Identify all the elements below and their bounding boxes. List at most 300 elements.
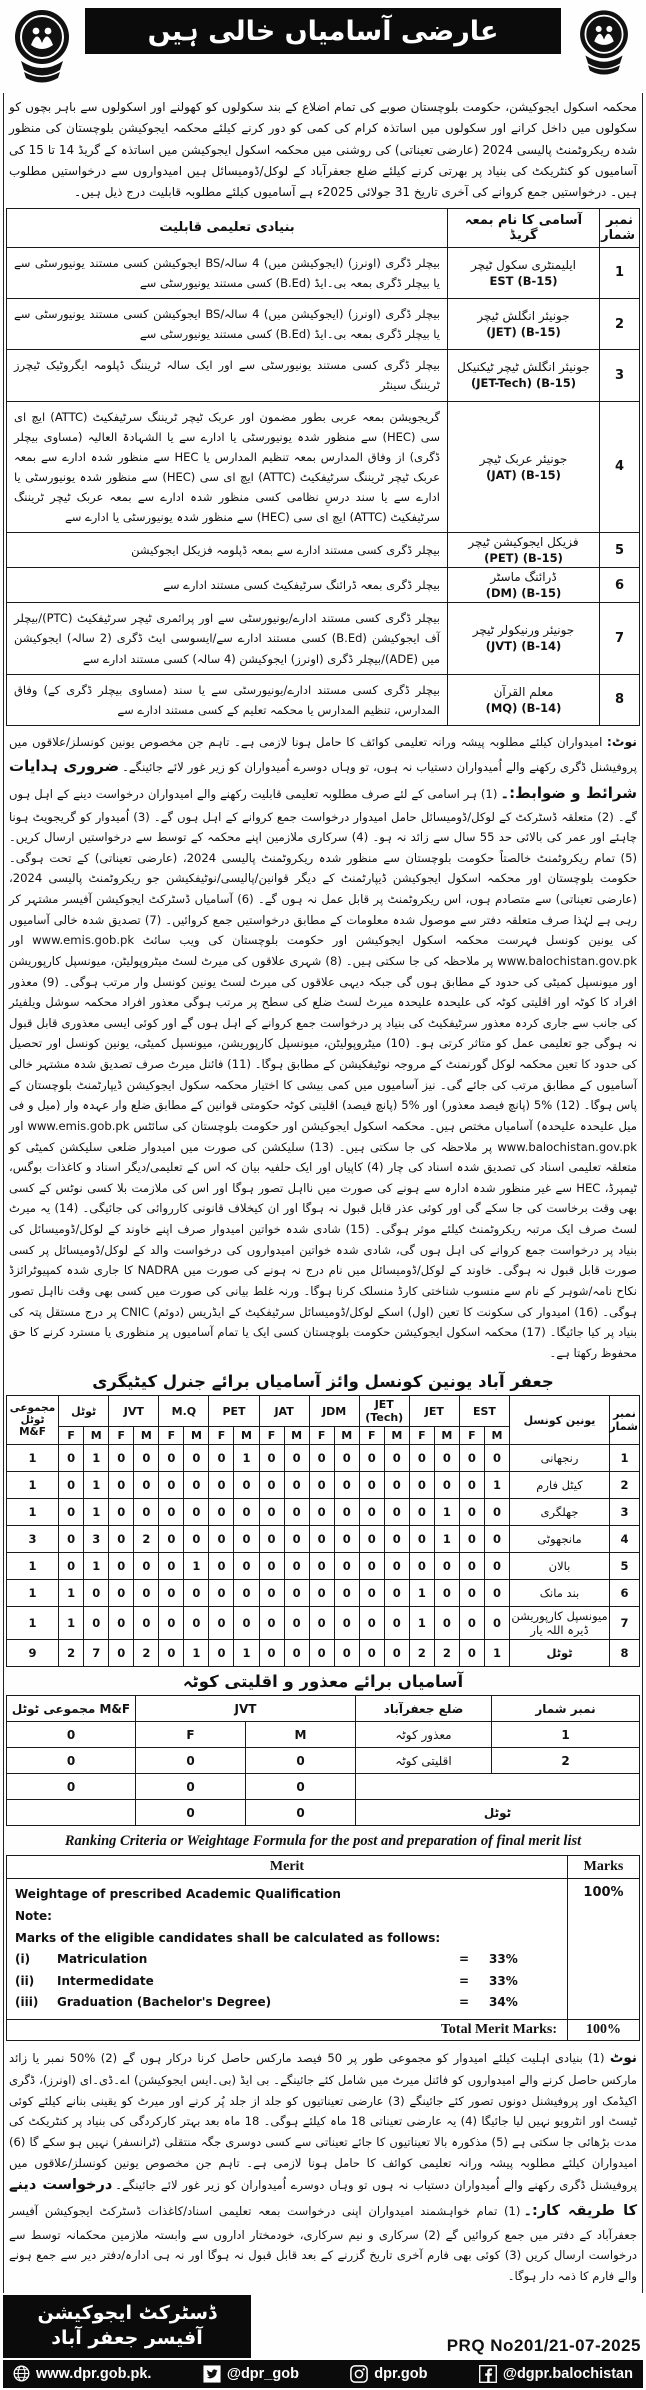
merit-content-row [7,1879,640,2020]
uc-grand-cell: 1 [7,1553,59,1580]
uc-serial-header: نمبر شمار [610,1396,640,1445]
uc-count-cell: 0 [234,1553,259,1580]
uc-count-cell: 0 [284,1607,309,1640]
qualification-row [7,603,640,674]
uc-post-group-header: M.Q [159,1396,209,1427]
page-title: عارضی آسامیاں خالی ہیں [147,15,499,47]
uc-table-body [7,1445,640,1667]
post-code: (DM) (B-15) [485,586,562,601]
uc-count-cell: 0 [359,1499,384,1526]
post-name-urdu: جونیئر عربک ٹیچر [479,451,568,466]
uc-count-cell: 0 [134,1472,159,1499]
facebook-handle [479,2365,633,2383]
weightage-line: Weightage of prescribed Academic Qualification [15,1887,341,1902]
uc-count-cell: 0 [409,1472,434,1499]
website-url: www.dpr.gob.pk. [36,2365,152,2382]
quota-cell: 1 [492,1722,640,1748]
uc-count-cell: 0 [184,1445,209,1472]
uc-count-cell: 0 [334,1580,359,1607]
uc-count-cell: 0 [184,1472,209,1499]
uc-count-cell: 0 [259,1640,284,1667]
uc-count-cell: 0 [259,1526,284,1553]
uc-count-cell: 0 [259,1499,284,1526]
officer-line2: آفیسر جعفر آباد [51,2327,203,2350]
uc-count-cell: 0 [459,1499,484,1526]
quota-cell [356,1774,640,1800]
qualification-row [7,247,640,298]
uc-post-group-header: JET (Tech) [359,1396,409,1427]
quota-grand-header: M&F مجموعی ٹوٹل [7,1696,136,1722]
uc-count-cell: 0 [159,1499,184,1526]
uc-count-cell: 0 [359,1580,384,1607]
quota-cell: 0 [7,1722,136,1748]
uc-count-cell: 0 [284,1499,309,1526]
uc-total-row [7,1640,640,1667]
post-code: (MQ) (B-14) [485,700,562,715]
quota-cell: معذور کوٹہ [356,1722,492,1748]
post-name-urdu: جونیئر انگلش ٹیچر ٹیکنیکل [457,360,590,375]
uc-mf-header: F [159,1427,184,1445]
uc-post-group-header: JET [409,1396,459,1427]
merit-item-label: Graduation (Bachelor's Degree) [57,1995,272,2010]
uc-post-group-header: ٹوٹل [59,1396,109,1427]
quota-row [7,1774,640,1800]
merit-total-row [7,2019,640,2040]
uc-count-cell: 0 [259,1607,284,1640]
uc-count-cell: 0 [409,1445,434,1472]
uc-count-cell: 1 [484,1472,509,1499]
merit-item-number: (ii) [15,1973,35,1988]
uc-count-cell: 0 [59,1499,84,1526]
uc-count-cell: 0 [184,1580,209,1607]
uc-count-cell: 0 [284,1580,309,1607]
uc-serial-cell: 3 [610,1499,640,1526]
qual-text-cell: گریجویشن بمعہ عربی بطور مضمون اور عربک ٹیچر ٹریننگ سرٹیفکیٹ (ATTC) ایچ ای سی (HEC) سے منظور شدہ یونیورسٹی یا ادارے سے یا الشہادۃ العالیہ (مساوی بیچلر ڈگری) از وفاق المدارس بمعہ تنظیم المدارس یا HEC سے منظور شدہ ادارے سے بمعہ عربک ٹیچر ٹریننگ سرٹیفکیٹ (ATTC) ایچ ای سی (HEC) سے منظور شدہ یونیورسٹی یا ادارے سے یا سند درسِ نظامی کسی منظور شدہ ادارے سے بمعہ عربک ٹیچر ٹریننگ سرٹیفکیٹ (ATTC) ایچ ای سی (HEC) سے منظور شدہ یونیورسٹی یا ادارے سے [7,401,448,533]
quota-table-body [7,1722,640,1826]
qual-text-cell: بیچلر ڈگری کسی مستند یونیورسٹی سے اور ایک سالہ ٹریننگ ڈپلومہ ایگروٹیک ٹیچرز ٹریننگ سینٹر [7,350,448,401]
uc-name-header: یونین کونسل [510,1396,610,1445]
uc-count-cell: 1 [59,1607,84,1640]
uc-count-cell: 1 [409,1580,434,1607]
uc-count-cell: 0 [459,1472,484,1499]
uc-name-cell: ٹوٹل [510,1640,610,1667]
conditions-note-text: امیدواران کیلئے مطلوبہ پیشہ ورانہ تعلیمی کوائف کا حامل ہونا لازمی ہے۔ تاہم جن مخصوص یونین کونسلز/علاقوں میں پروفیشنل ڈگری رکھنے والے اُمیدواران دستیاب نہ ہوں، تو وہاں دوسرے اُمیدواران کو زیر غور لائے جائینگے۔ [9,734,638,775]
uc-count-cell: 0 [409,1526,434,1553]
qual-post-cell [448,299,600,350]
post-code: (JET-Tech) (B-15) [470,376,577,391]
uc-count-cell: 0 [309,1580,334,1607]
merit-item-value: 34% [489,1995,518,2010]
uc-count-cell: 0 [84,1580,109,1607]
uc-name-cell: مانجھوٹی [510,1526,610,1553]
uc-count-cell: 0 [334,1499,359,1526]
qual-serial-header: نمبر شمار [600,208,640,247]
uc-count-cell: 0 [259,1445,284,1472]
uc-count-cell: 0 [334,1553,359,1580]
title-banner [85,8,561,54]
post-code: (JAT) (B-15) [486,467,561,482]
uc-count-cell: 0 [384,1553,409,1580]
uc-count-cell: 1 [84,1499,109,1526]
uc-count-cell: 0 [259,1553,284,1580]
uc-mf-header: M [84,1427,109,1445]
quota-cell: F [136,1722,246,1748]
uc-name-cell: بند مانک [510,1580,610,1607]
procedure-heading: درخواست دینے کا طریقہ کار:۔ [9,2177,638,2219]
uc-count-cell: 0 [484,1526,509,1553]
merit-item-label: Matriculation [57,1952,148,1967]
instagram-icon [350,2365,368,2383]
post-name-urdu: جونیئر انگلش ٹیچر [477,309,570,324]
qualification-header-row [7,208,640,247]
uc-count-cell: 0 [484,1445,509,1472]
uc-count-cell: 0 [334,1445,359,1472]
uc-mf-header: F [309,1427,334,1445]
balochistan-crest-left-icon [5,5,79,91]
uc-post-group-header: JVT [109,1396,159,1427]
quota-cell: 0 [136,1800,246,1826]
uc-count-cell: 0 [209,1445,234,1472]
uc-count-cell: 0 [359,1472,384,1499]
uc-count-cell: 0 [234,1607,259,1640]
qual-serial-cell: 6 [600,568,640,603]
uc-count-cell: 0 [59,1445,84,1472]
uc-count-cell: 0 [209,1472,234,1499]
merit-note-label: Note: [15,1909,52,1924]
uc-count-cell: 0 [284,1640,309,1667]
qual-post-header: آسامی کا نام بمعہ گریڈ [448,208,600,247]
qual-serial-cell: 3 [600,350,640,401]
qual-post-cell [448,533,600,568]
uc-count-cell: 0 [134,1607,159,1640]
uc-count-cell: 0 [459,1580,484,1607]
uc-count-cell: 0 [159,1640,184,1667]
twitter-text: @dpr_gob [226,2365,299,2382]
uc-count-cell: 0 [309,1607,334,1640]
uc-mf-header: F [259,1427,284,1445]
prq-number: PRQ No201/21-07-2025 [446,2335,641,2355]
uc-serial-cell: 4 [610,1526,640,1553]
uc-count-cell: 0 [109,1580,134,1607]
uc-count-cell: 0 [484,1553,509,1580]
quota-cell: 0 [246,1800,356,1826]
merit-item-row [15,1971,559,1993]
uc-count-cell: 0 [309,1640,334,1667]
qual-serial-cell: 2 [600,299,640,350]
uc-count-cell: 0 [134,1445,159,1472]
uc-count-cell: 0 [334,1640,359,1667]
uc-post-group-header: EST [459,1396,509,1427]
uc-count-cell: 0 [284,1553,309,1580]
uc-count-cell: 0 [309,1526,334,1553]
merit-content-cell [7,1879,568,2020]
masthead [3,2,643,93]
facebook-icon [479,2365,497,2383]
quota-cell: 0 [7,1774,136,1800]
uc-count-cell: 1 [234,1640,259,1667]
uc-count-cell: 1 [84,1553,109,1580]
quota-district-header: ضلع جعفرآباد [356,1696,492,1722]
uc-name-cell: بالان [510,1553,610,1580]
uc-count-cell: 0 [309,1499,334,1526]
qualification-row [7,299,640,350]
qualification-row [7,350,640,401]
uc-count-cell: 2 [134,1526,159,1553]
quota-jvt-header: JVT [136,1696,356,1722]
post-code: (PET) (B-15) [484,551,563,566]
globe-icon [13,2365,30,2382]
uc-count-cell: 0 [59,1526,84,1553]
quota-cell: 0 [7,1748,136,1774]
quota-row [7,1800,640,1826]
uc-count-cell: 0 [459,1526,484,1553]
footer [3,2293,643,2360]
uc-post-group-header: JDM [309,1396,359,1427]
uc-count-cell: 0 [159,1472,184,1499]
uc-count-cell: 1 [84,1472,109,1499]
uc-count-cell: 1 [184,1553,209,1580]
qual-post-cell [448,401,600,533]
qualification-table [6,208,640,726]
uc-count-cell: 2 [434,1640,459,1667]
uc-grand-cell: 1 [7,1445,59,1472]
post-code: EST (B-15) [489,273,558,288]
uc-count-cell: 0 [159,1580,184,1607]
merit-items [15,1949,559,2014]
qualification-row [7,674,640,725]
uc-grand-cell: 9 [7,1640,59,1667]
uc-count-cell: 0 [359,1553,384,1580]
qual-text-cell: بیچلر ڈگری بمعہ ڈرائنگ سرٹیفکیٹ کسی مستند ادارے سے [7,568,448,603]
uc-count-cell: 0 [334,1472,359,1499]
uc-count-cell: 0 [309,1445,334,1472]
uc-count-cell: 0 [109,1553,134,1580]
uc-count-cell: 7 [84,1640,109,1667]
uc-serial-cell: 6 [610,1580,640,1607]
qualification-row [7,533,640,568]
uc-table-head [7,1396,640,1445]
merit-item-number: (iii) [15,1995,39,2010]
twitter-handle [203,2365,299,2383]
uc-count-cell: 0 [384,1580,409,1607]
qual-post-cell [448,247,600,298]
quota-cell: 2 [492,1748,640,1774]
uc-count-cell: 2 [134,1640,159,1667]
uc-count-cell: 1 [434,1499,459,1526]
bottom-note-label: نوٹ [609,2049,637,2066]
post-name-urdu: ڈرائنگ ماسٹر [490,570,557,585]
uc-count-cell: 0 [384,1526,409,1553]
uc-count-cell: 0 [134,1499,159,1526]
uc-count-cell: 0 [484,1499,509,1526]
uc-count-cell: 0 [384,1607,409,1640]
post-code: (JET) (B-15) [486,325,561,340]
uc-count-cell: 0 [334,1526,359,1553]
uc-count-cell: 0 [409,1553,434,1580]
uc-count-cell: 0 [459,1553,484,1580]
ranking-heading: Ranking Criteria or Weightage Formula for the post and preparation of final merit list [64,1833,582,1850]
post-name-urdu: فزیکل ایجوکیشن ٹیچر [468,535,579,550]
uc-count-cell: 0 [109,1526,134,1553]
merit-item-row [15,1949,559,1971]
rules-heading: ضروری ہدایات شرائط و ضوابط:۔ [9,757,637,802]
post-code: (JVT) (B-14) [485,639,562,654]
uc-name-cell: جھلگری [510,1499,610,1526]
uc-name-cell: میونسپل کارپوریشن ڈیرہ اللہ یار [510,1607,610,1640]
quota-cell: اقلیتی کوٹہ [356,1748,492,1774]
uc-count-cell: 0 [159,1445,184,1472]
merit-item-label: Intermedidate [57,1973,154,1988]
uc-count-cell: 0 [359,1640,384,1667]
uc-count-cell: 1 [184,1640,209,1667]
quota-cell: 0 [246,1748,356,1774]
uc-count-cell: 0 [109,1472,134,1499]
uc-count-cell: 1 [59,1580,84,1607]
uc-mf-header: F [459,1427,484,1445]
qual-serial-cell: 1 [600,247,640,298]
uc-count-cell: 0 [259,1472,284,1499]
uc-count-cell: 1 [234,1445,259,1472]
uc-count-cell: 0 [159,1553,184,1580]
uc-data-row [7,1526,640,1553]
merit-total-value: 100% [568,2019,640,2040]
marks-column-header: Marks [568,1856,640,1879]
uc-count-cell: 0 [234,1499,259,1526]
uc-serial-cell: 2 [610,1472,640,1499]
qual-text-cell: بیچلر ڈگری کسی مستند ادارے/یونیورسٹی سے یا سند (مساوی بیچلر ڈگری کے) وفاق المدارس، تنظیم المدارس یا محکمہ تعلیم کے کسی مستند ادارے سے [7,674,448,725]
uc-count-cell: 2 [59,1640,84,1667]
uc-serial-cell: 5 [610,1553,640,1580]
quota-serial-header: نمبر شمار [492,1696,640,1722]
qual-serial-cell: 4 [600,401,640,533]
uc-count-cell: 0 [184,1526,209,1553]
uc-count-cell: 0 [59,1553,84,1580]
uc-mf-header: F [359,1427,384,1445]
quota-cell: M [246,1722,356,1748]
uc-count-cell: 0 [459,1607,484,1640]
uc-count-cell: 0 [484,1607,509,1640]
uc-count-cell: 0 [209,1607,234,1640]
quota-cell [7,1800,136,1826]
bottom-note-part1: (1) بنیادی اہلیت کیلئے امیدوار کو مجموعی طور پر 50 فیصد مارکس حاصل کرنا درکار ہوں گے (2) %50 نمبر یا زائد مارکس حاصل کرنے والے امیدواروں کو فائنل میرٹ میں شامل کئے جائینگے۔ بی ایڈ (بی۔ایس ایجوکیشن) اے۔ڈی۔ای (اونرز)، ڈگری اکیڈمک اور پروفیشنل دونوں تصور کئے جائینگے (3) عارضی تعیناتیوں کو جلد از جلد پُر کرنے اور میرٹ کو یقینی بنانے کیلئے کوئی ٹیسٹ اور انٹرویو نہیں لیا جائیگا (4) یہ عارضی تعیناتی 18 ماہ کیلئے ہوگی۔ 18 ماہ بعد بہتر کارکردگی کی بنیاد پر کنٹریکٹ کی مدت بڑھائی جا سکتی ہے (5) مذکورہ بالا تعیناتیوں کا جائے تعیناتی سے کسی دوسری جگہ منتقلی (ٹرانسفر) نہیں ہو سکے گا (6) امیدواران کیلئے مطلوبہ پیشہ ورانہ تعلیمی کوائف کا حامل ہونا لازمی ہے۔ تاہم جن مخصوص یونین کونسلز/علاقوں میں پروفیشنل ڈگری رکھنے والے اُمیدواران دستیاب نہ ہوں تو وہاں دوسرے اُمیدواران کو زیر غور لائے جائینگے۔ [9,2050,637,2193]
qual-post-cell [448,674,600,725]
uc-count-cell: 3 [84,1526,109,1553]
qualification-row [7,401,640,533]
uc-mf-header: F [109,1427,134,1445]
social-bar [3,2360,643,2388]
twitter-icon [203,2365,221,2383]
uc-count-cell: 0 [209,1526,234,1553]
quota-table-title: آسامیاں برائے معذور و اقلیتی کوٹہ [182,1672,464,1692]
weightage-marks: 100% [568,1879,640,2020]
uc-count-cell: 0 [109,1499,134,1526]
uc-header-row-groups [7,1396,640,1427]
uc-count-cell: 0 [59,1472,84,1499]
uc-count-cell: 0 [109,1445,134,1472]
uc-count-cell: 0 [359,1526,384,1553]
uc-count-cell: 0 [209,1553,234,1580]
uc-count-cell: 0 [434,1553,459,1580]
main-content [3,93,643,2293]
merit-item-equals: = [459,1995,470,2010]
uc-mf-header: M [234,1427,259,1445]
quota-cell: 0 [136,1748,246,1774]
facebook-text: @dgpr.balochistan [502,2365,633,2382]
uc-count-cell: 0 [384,1472,409,1499]
uc-grand-cell: 1 [7,1472,59,1499]
qualification-row [7,568,640,603]
merit-item-equals: = [459,1952,470,1967]
quota-row [7,1722,640,1748]
uc-count-cell: 0 [434,1445,459,1472]
uc-count-cell: 0 [209,1640,234,1667]
post-name-urdu: ایلیمنٹری سکول ٹیچر [470,257,577,272]
uc-count-cell: 0 [184,1607,209,1640]
quota-cell: 0 [136,1774,246,1800]
merit-item-equals: = [459,1973,470,1988]
uc-count-cell: 1 [434,1526,459,1553]
qual-serial-cell: 8 [600,674,640,725]
uc-mf-header: M [284,1427,309,1445]
quota-cell: 0 [246,1774,356,1800]
website-link [13,2365,151,2382]
uc-count-cell: 0 [309,1553,334,1580]
uc-grand-cell: 3 [7,1526,59,1553]
uc-post-group-header: JAT [259,1396,309,1427]
uc-mf-header: M [434,1427,459,1445]
uc-mf-header: F [209,1427,234,1445]
uc-table-title: جعفر آباد یونین کونسل وائز آسامیاں برائے جنرل کیٹیگری [92,1372,554,1392]
uc-name-cell: کیٹل فارم [510,1472,610,1499]
uc-table [6,1395,640,1667]
uc-data-row [7,1445,640,1472]
uc-count-cell: 0 [184,1499,209,1526]
uc-mf-header: M [184,1427,209,1445]
uc-count-cell: 0 [109,1607,134,1640]
instagram-handle [350,2365,427,2383]
uc-mf-header: M [384,1427,409,1445]
uc-count-cell: 0 [334,1607,359,1640]
uc-count-cell: 0 [459,1640,484,1667]
merit-item-value: 33% [489,1973,518,1988]
uc-mf-header: M [134,1427,159,1445]
quota-cell: ٹوٹل [356,1800,640,1826]
uc-count-cell: 1 [484,1640,509,1667]
uc-count-cell: 0 [434,1607,459,1640]
balochistan-crest-right-icon [567,5,641,83]
uc-count-cell: 0 [234,1526,259,1553]
merit-note-line: Marks of the eligible candidates shall be calculated as follows: [15,1930,441,1945]
uc-count-cell: 0 [234,1472,259,1499]
merit-item-row [15,1992,559,2014]
uc-grand-cell: 1 [7,1499,59,1526]
merit-total-label: Total Merit Marks: [7,2019,568,2040]
uc-serial-cell: 8 [610,1640,640,1667]
uc-grand-total-header: مجموعی ٹوٹل M&F [7,1396,59,1445]
uc-count-cell: 0 [109,1640,134,1667]
officer-box [3,2295,251,2358]
uc-count-cell: 2 [409,1640,434,1667]
uc-name-cell: رنجھانی [510,1445,610,1472]
uc-data-row [7,1580,640,1607]
qual-text-cell: بیچلر ڈگری (اونرز) (ایجوکیشن میں) 4 سالہ/BS ایجوکیشن کسی مستند یونیورسٹی سے یا بیچلر ڈگری بمعہ بی۔ایڈ (B.Ed) کسی مستند یونیورسٹی سے [7,247,448,298]
officer-line1: ڈسٹرکٹ ایجوکیشن [37,2301,217,2324]
uc-count-cell: 0 [284,1472,309,1499]
uc-count-cell: 0 [384,1640,409,1667]
uc-count-cell: 0 [434,1472,459,1499]
uc-mf-header: F [409,1427,434,1445]
uc-count-cell: 0 [259,1580,284,1607]
